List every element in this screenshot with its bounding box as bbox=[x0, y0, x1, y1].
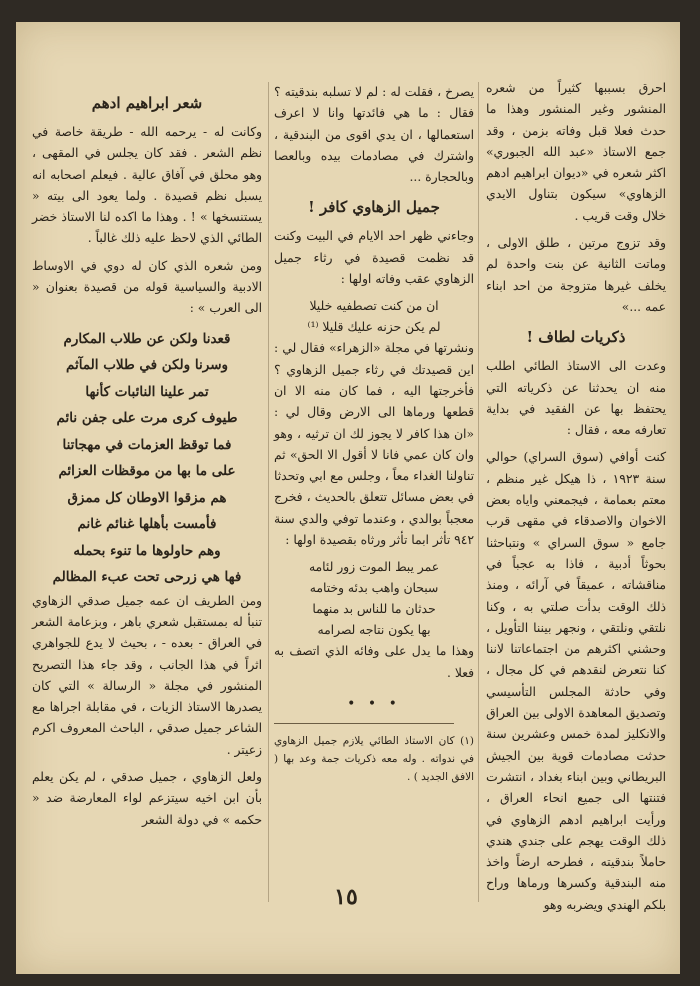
poem-verse: طيوف كرى مرت على جفن نائم bbox=[56, 410, 238, 427]
paragraph: ومن شعره الذي كان له دوي في الاوساط الادبية والسياسية قوله من قصيدة بعنوان « الى العرب » : bbox=[32, 258, 262, 316]
paragraph: احرق بسببها كثيراً من شعره المنشور وغير المنشور وهذا ما حدث فعلا قبل وفاته بزمن ، وقد جمع الاستاذ «عبد الله الجبوري» اكثر شعره في «ديوان ابراهيم ادهم الزهاوي» سيكون بتناول الايدي خلال وقت قريب . bbox=[486, 81, 666, 223]
column-divider-left bbox=[268, 82, 269, 902]
paragraph: ومن الطريف ان عمه جميل صدقي الزهاوي تنبأ له بمستقبل شعري باهر ، وبزعامة الشعر في العراق - بعده - ، بحيث لا يدع للجواهري اثراً في هذا الجانب ، وقد جاء هذا التصريح المنشور في مجلة « الرسالة » التي كان يصدرها الاستاذ الزيات ، في مقابلة اجراها مع الشاعر جميل صدقي ، الباحث المعروف اكرم زعيتر . bbox=[32, 593, 262, 757]
section-heading: ذكريات لطاف ! bbox=[526, 328, 626, 347]
paragraph: كنت أوافي (سوق السراي) حوالي سنة ١٩٢٣ ، ذا هيكل غير منظم ، معتم بعمامة ، فيجمعني واياه بعض الاخوان والاصدقاء في مقهى قرب جامع « سوق السراي » ونتباحثنا بحوثاً أدبية ، فاذا به عجباً في مناقشاته ، عميقاً في آرائه ، ومنذ ذلك الوقت بدأت صلتي به ، وكنا نلتقي ونلتقي ، ونجهر بيننا التأويل ، وحشني اكثرهم من اجتماعاتنا لاننا كنا نتعرض لنقدهم في كل مجال ، وفي حادثة المجلس التأسيسي وتصديق المعاهدة الاولى بين العراق والانكليز لمدة خمس وعشرين سنة حدثت مصادمات قوية بين الجيش البريطاني وبين ابناء بغداد ، انتشرت فتنتها الى جميع انحاء العراق ، ورأيت ابراهيم ادهم الزهاوي في ذلك الوقت يهجم على جندي هندي حاملاً بندقيته ، فطرحه ارضاً واخذ منه البندقية وكسرها ورماها وراح بلكم الهندي ويضربه وهو bbox=[486, 450, 666, 912]
footnote: (١) كان الاستاذ الطائي يلازم جميل الزهاوي في ندواته . وله معه ذكريات جمة وعد بها ( الافق الجديد ) . bbox=[274, 735, 474, 784]
page-number: ١٥ bbox=[334, 884, 358, 910]
poem-verse: فما توقظ العزمات في مهجاتنا bbox=[62, 436, 232, 453]
middle-column bbox=[274, 82, 474, 792]
poem-verse: وهم حاولوها ما تنوء بحمله bbox=[73, 542, 221, 559]
paragraph: ونشرتها في مجلة «الزهراء» فقال لي : اين قصيدتك في رثاء جميل الزهاوي ؟ فأخرجتها اليه ، فما كان منه الا ان قطعها ورماها الى الارض وقال لي : «ان هذا كافر لا يجوز لك ان ترثيه ، وهو وان كان عمي فانا لا أقول الا الحق» ثم تناولنا الغداء معاً ، وجلس مع ابي وتحدثا في بعض مسائل تتعلق بالحديث ، فخرج معجباً بوالدي ، وعندما توفي والدي سنة ٩٤٢ تأثر ابما تأثر ورثاه بقصيدة اولها : bbox=[274, 341, 474, 548]
poem-verse: حدثان ما للناس بد منهما bbox=[312, 602, 436, 617]
poem-verse: بها يكون نتاجه لصرامه bbox=[317, 623, 431, 638]
poem-verse: ان من كنت تصطفيه خليلا bbox=[309, 299, 439, 314]
poem-verse: سبحان واهب بدئه وختامه bbox=[309, 581, 439, 596]
poem-verse: فأمست بأهلها غنائم غانم bbox=[77, 516, 217, 533]
paragraph: وهذا ما يدل على وفائه الذي اتصف به فعلا . bbox=[274, 644, 474, 680]
right-column bbox=[486, 78, 666, 922]
poem-verse: لم يكن حزنه عليك قليلا ⁽¹⁾ bbox=[307, 320, 441, 335]
section-heading: شعر ابراهيم ادهم bbox=[91, 94, 203, 112]
section-separator: • • • bbox=[347, 695, 401, 712]
poem-verse: وسرنا ولكن في طلاب المآثم bbox=[65, 357, 229, 374]
left-column bbox=[32, 84, 262, 837]
column-divider-right bbox=[478, 82, 479, 902]
paragraph: وعدت الى الاستاذ الطائي اطلب منه ان يحدثنا عن ذكرياته التي يحتفظ بها عن الفقيد في بداية تعارفه معه ، فقال : bbox=[486, 359, 666, 438]
footnote-rule bbox=[274, 723, 454, 724]
paragraph: يصرخ ، فقلت له : لم لا تسلبه بندقيته ؟ فقال : ما هي فائدتها وانا لا اعرف استعمالها ، ان يدي اقوى من البندقية ، واشترك في مصادمات بيده وبالعصا وبالحجارة ... bbox=[274, 85, 474, 185]
poem-verse: قعدنا ولكن عن طلاب المكارم bbox=[63, 330, 231, 347]
poem-verse: عمر يبط الموت زور لئامه bbox=[308, 560, 440, 575]
paragraph: ولعل الزهاوي ، جميل صدقي ، لم يكن يعلم بأن ابن اخيه سيتزعم لواء المعارضة ضد « حكمه » في دولة الشعر bbox=[32, 770, 262, 827]
poem-verse: تمر علينا النائبات كأنها bbox=[85, 383, 209, 400]
poem-verse: على ما بها من موقظات العزائم bbox=[58, 463, 236, 480]
poem-verse: فها هي زرحى تحت عبء المظالم bbox=[52, 569, 242, 586]
section-heading: جميل الزهاوي كافر ! bbox=[308, 198, 440, 217]
magazine-page bbox=[16, 22, 680, 974]
paragraph: وقد تزوج مرتين ، طلق الاولى ، وماتت الثانية عن بنت واحدة لم يخلف غيرها متزوجة من احد ابناء عمه ...» bbox=[486, 236, 666, 314]
poem-verse: هم مزقوا الاوطان كل ممزق bbox=[67, 489, 227, 506]
paragraph: وجاءني ظهر احد الايام في البيت وكنت قد نظمت قصيدة في رثاء جميل الزهاوي عقب وفاته اولها : bbox=[274, 229, 474, 287]
paragraph: وكانت له - يرحمه الله - طريقة خاصة في نظم الشعر . فقد كان يجلس في المقهى ، وهو محلق في آفاق عالية . فيعلم اصحابه انه يسبل نظم قصيدة . ولما يعود الى بيته « يستنسخها » ! . وهذا ما اكده لنا الاستاذ خضر الطائي الذي لاحظ عليه ذلك غالباً . bbox=[32, 125, 262, 246]
